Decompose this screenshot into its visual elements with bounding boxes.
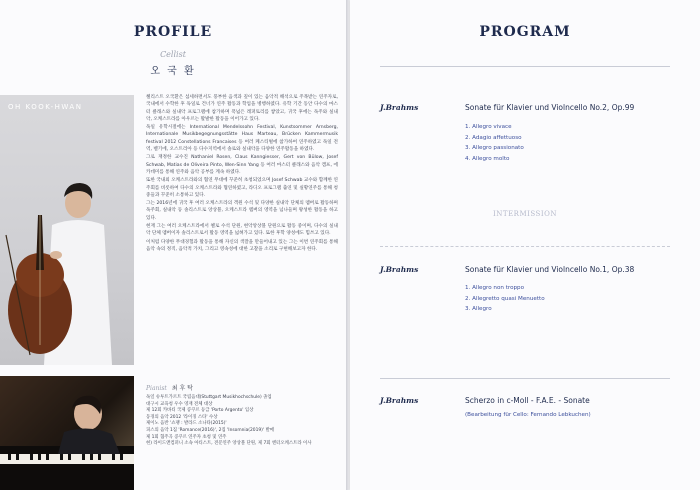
pianist-photo bbox=[0, 376, 134, 490]
composer-name: J.Brahms bbox=[380, 103, 419, 112]
movement-list bbox=[465, 122, 524, 164]
bio-paragraph: 그는 2016년에 귀국 후 여러 오케스트라의 객원 수석 및 다양한 실내악 단체의 멤버로 활동하며 독주회, 실내악 등 솔리스트로 앙상블, 오케스트라 멤버의 영역을 넘나들며 왕성한 활동을 하고 있다. bbox=[146, 201, 338, 221]
divider bbox=[380, 66, 670, 67]
program-title: PROGRAM bbox=[479, 24, 571, 40]
cellist-illustration bbox=[0, 95, 134, 365]
bio-paragraph: 첼리스트 오국환은 섬세하면서도 풍부한 음색과 깊이 있는 음악적 해석으로 주목받는 연주자로, 국내에서 수학한 후 독일로 건너가 연주 활동과 학업을 병행하였다. 유학 기간 동안 다수의 마스터 클래스와 실내악 프로그램에 참가하며 폭넓은 레퍼토리를 쌓았고, 귀국 후에는 독주와 실내악, 오케스트라를 아우르는 활발한 활동을 이어가고 있다. bbox=[146, 95, 338, 122]
work-title: Scherzo in c-Moll - F.A.E. - Sonate bbox=[465, 396, 590, 405]
pianist-illustration bbox=[0, 376, 134, 490]
work-title: Sonate für Klavier und Violncello No.2, Op.99 bbox=[465, 103, 635, 112]
divider bbox=[380, 378, 670, 379]
movement-item: 2. Adagio affettuoso bbox=[465, 134, 522, 141]
bio-paragraph: 또한 국내외 오케스트라와의 협연 무대에 꾸준히 초청되었으며 Josef Schwab 교수와 함께한 연주회를 비롯하여 다수의 오케스트라와 협연하였고, 라디오 프로그램 출연 및 실황연주를 통해 청중들과 꾸준히 소통하고 있다. bbox=[146, 178, 338, 198]
movement-item: 1. Allegro non troppo bbox=[465, 285, 525, 291]
movement-item: 4. Allegro molto bbox=[465, 155, 510, 162]
pianist-bio-line: 제이노 음반 '쇼팽 : 발라드 소나타(2015)' bbox=[146, 421, 227, 427]
movement-list bbox=[465, 283, 545, 315]
profile-page bbox=[0, 0, 346, 490]
bio-paragraph: 현재 그는 여러 오케스트라에서 첼로 수석 단원, 현악앙상블 단원으로 활동 중이며, 다수의 실내악 단체 멤버이자 솔리스트로서 활동 영역을 넓혀가고 있다. 또한 후학 양성에도 힘쓰고 있다. bbox=[146, 224, 338, 237]
composer-name: J.Brahms bbox=[380, 396, 419, 405]
movement-item: 2. Allegretto quasi Menuetto bbox=[465, 295, 545, 302]
bio-paragraph: 그로 재정한 교수진 Nathaniel Rosen, Claus Kanngiesser, Gert von Bülow, Josef Schwab, Matias de Oliveira Pinto, Wen-Sinn Yang 등 여러 마스터 클래스와 음악 캠프, 에카데미를 통해 연주와 음악 공부를 계속 하였다. bbox=[146, 155, 338, 175]
pianist-bio-line: 대구시 교육청 우수 영재 전체 대상 bbox=[146, 401, 213, 407]
movement-item: 1. Allegro vivace bbox=[465, 124, 512, 130]
movement-item: 3. Allegro passionato bbox=[465, 145, 524, 151]
pianist-bio-line: 독일 슈투트가르트 국립음대(Stuttgart Musikhochschule) 졸업 bbox=[146, 395, 272, 400]
photo-caption: OH KOOK-HWAN bbox=[8, 103, 83, 111]
bio-paragraph: 이처럼 다양한 무대경험과 활동을 통해 자신의 색깔을 만들어내고 있는 그는 이번 연주회를 통해 음악 속의 정직, 음악적 가치, 그리고 영속성에 대한 고찰을 소리로 구현해보고자 한다. bbox=[146, 239, 338, 252]
bio-paragraph: 독일 유학시절에는 International Mendelssohn Festival, Kunstsommer Arnsberg, Internationale Musikbegegnungsstätte Haus Marteau, Brücken Kammermusik festival 2012 Constellations Francaises 등 여러 페스티벌에 참가하여 연주하였고 독일 전역, 벨기에, 오스트리아 등 다수지역에서 솔로와 실내악을 다양한 연주활동을 하였다. bbox=[146, 125, 338, 153]
pianist-role: Pianist bbox=[146, 385, 167, 392]
pianist-bio-line: 피스의 음악 1집 'Romance(2016)', 2집 'Insomnia(2019)' 발매 bbox=[146, 427, 274, 433]
pianist-section bbox=[146, 383, 338, 448]
profile-title: PROFILE bbox=[133, 24, 213, 40]
cellist-biography bbox=[146, 94, 338, 254]
divider bbox=[380, 246, 670, 247]
program-page bbox=[350, 0, 700, 490]
pianist-heading bbox=[146, 383, 338, 392]
arrangement-note: (Bearbeitung für Cello: Fernando Lebkuchen) bbox=[465, 412, 591, 418]
pianist-bio-line: 제 1회 협주곡 콩쿠르 연주자 초청 및 연주 bbox=[146, 434, 227, 440]
cellist-role: Cellist bbox=[160, 50, 186, 59]
pianist-bio-line: 제 12회 카바티 국제 콩쿠르 등급 'Porto Argento' 입상 bbox=[146, 408, 254, 414]
pianist-bio-line: 동경의 음악 2012 '라이징 스타' 수상 bbox=[146, 414, 218, 420]
composer-name: J.Brahms bbox=[380, 265, 419, 274]
pianist-name: 최 후 탁 bbox=[171, 385, 193, 392]
movement-item: 3. Allegro bbox=[465, 306, 492, 312]
work-title: Sonate für Klavier und Violncello No.1, Op.38 bbox=[465, 265, 635, 274]
cellist-photo bbox=[0, 95, 134, 365]
pianist-bio-line: 현) 라이드앤컴퍼니 소속 아티스트, 전문연주 앙상블 단원, 제 7회 엔터오케스트라 이사 bbox=[146, 441, 312, 447]
pianist-biography bbox=[146, 395, 338, 448]
cellist-name: 오 국 환 bbox=[150, 66, 196, 77]
intermission-label: INTERMISSION bbox=[493, 210, 557, 218]
